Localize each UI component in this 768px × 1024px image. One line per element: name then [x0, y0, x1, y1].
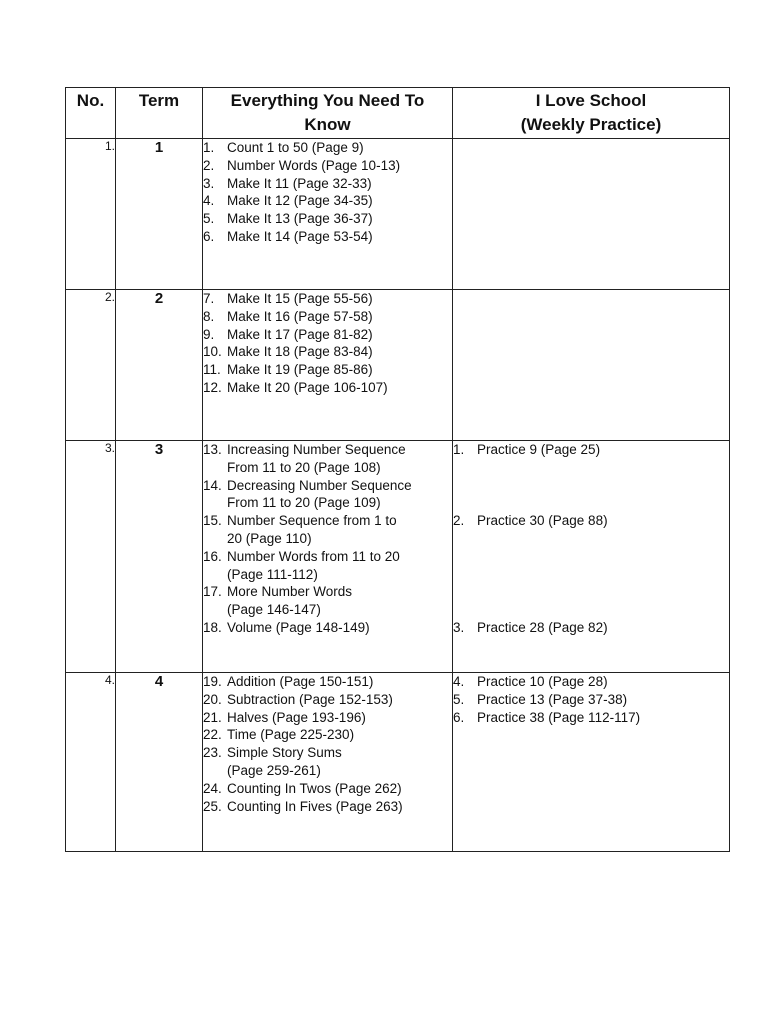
header-row: [66, 88, 730, 139]
term-number: 3: [116, 441, 203, 673]
topics-cell: [203, 441, 453, 673]
list-item: 22. Time (Page 225-230): [203, 727, 355, 743]
list-item: 4. Make It 12 (Page 34-35): [203, 193, 373, 209]
list-item: 13. Increasing Number Sequence From 11 to 20 (Page 108): [203, 442, 406, 475]
topics-list: [203, 139, 452, 246]
list-item: 2. Number Words (Page 10-13): [203, 157, 401, 173]
topics-cell: [203, 673, 453, 852]
list-item: 17. More Number Words (Page 146-147): [203, 584, 353, 618]
practice-cell: [453, 139, 730, 290]
table-row: [66, 139, 730, 290]
practice-cell: [453, 290, 730, 441]
list-item: 19. Addition (Page 150-151): [203, 674, 374, 689]
list-item: 25. Counting In Fives (Page 263): [203, 798, 403, 814]
list-item: 16. Number Words from 11 to 20 (Page 111-112): [203, 548, 400, 582]
list-item: 11. Make It 19 (Page 85-86): [203, 362, 373, 378]
syllabus-table: [65, 87, 730, 852]
table-row: [66, 441, 730, 673]
row-number: 3.: [66, 441, 116, 673]
list-item: 10. Make It 18 (Page 83-84): [203, 344, 373, 360]
header-everything-you-need-to-know: Everything You Need To Know: [203, 88, 453, 139]
header-term: Term: [116, 88, 203, 139]
list-item: 20. Subtraction (Page 152-153): [203, 691, 393, 707]
row-number: 1.: [66, 139, 116, 290]
header-i-love-school: I Love School (Weekly Practice): [453, 88, 730, 139]
table-row: [66, 673, 730, 852]
topics-list: [203, 290, 452, 397]
row-number: 2.: [66, 290, 116, 441]
list-item: 5. Make It 13 (Page 36-37): [203, 211, 373, 227]
topics-list: [203, 441, 452, 637]
list-item: 7. Make It 15 (Page 55-56): [203, 291, 373, 306]
list-item: 21. Halves (Page 193-196): [203, 709, 366, 725]
list-item: 9. Make It 17 (Page 81-82): [203, 326, 373, 342]
practice-item: 4. Practice 10 (Page 28): [453, 674, 608, 689]
practice-cell: [453, 673, 730, 852]
topics-list: [203, 673, 452, 815]
list-item: 1. Count 1 to 50 (Page 9): [203, 140, 364, 155]
row-number: 4.: [66, 673, 116, 852]
practice-item: 2. Practice 30 (Page 88): [453, 512, 608, 528]
list-item: 3. Make It 11 (Page 32-33): [203, 175, 372, 191]
list-item: 24. Counting In Twos (Page 262): [203, 780, 402, 796]
list-item: 12. Make It 20 (Page 106-107): [203, 379, 388, 395]
list-item: 23. Simple Story Sums (Page 259-261): [203, 745, 342, 778]
list-item: 6. Make It 14 (Page 53-54): [203, 228, 373, 244]
practice-item: 6. Practice 38 (Page 112-117): [453, 709, 641, 725]
topics-cell: [203, 290, 453, 441]
term-number: 4: [116, 673, 203, 852]
practice-item: 1. Practice 9 (Page 25): [453, 442, 601, 457]
table-row: [66, 290, 730, 441]
list-item: 15. Number Sequence from 1 to 20 (Page 110): [203, 513, 397, 546]
list-item: 14. Decreasing Number Sequence From 11 to 20 (Page 109): [203, 477, 412, 511]
term-number: 1: [116, 139, 203, 290]
practice-item: 3. Practice 28 (Page 82): [453, 619, 608, 635]
list-item: 18. Volume (Page 148-149): [203, 619, 370, 635]
list-item: 8. Make It 16 (Page 57-58): [203, 308, 373, 324]
practice-cell: [453, 441, 730, 673]
topics-cell: [203, 139, 453, 290]
practice-item: 5. Practice 13 (Page 37-38): [453, 691, 628, 707]
header-no: No.: [66, 88, 116, 139]
term-number: 2: [116, 290, 203, 441]
